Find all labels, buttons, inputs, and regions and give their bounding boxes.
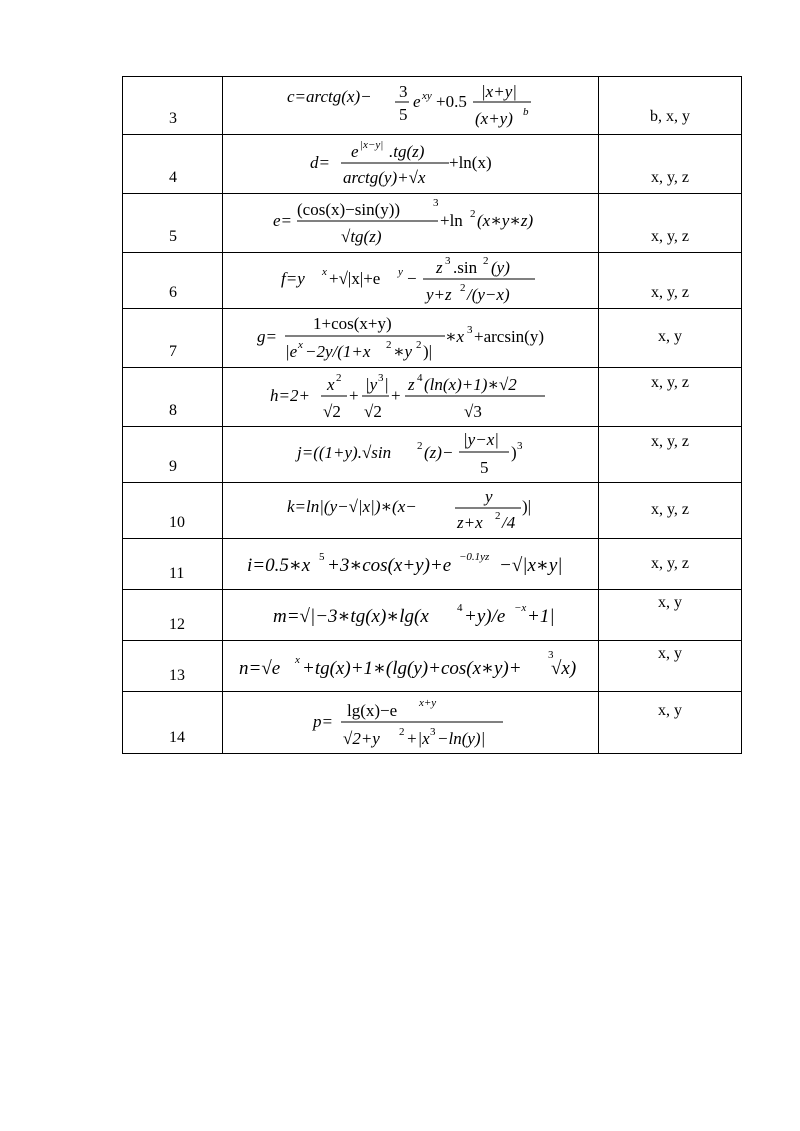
variables-list: x, y, z [650, 501, 690, 518]
row-number-cell [123, 539, 223, 590]
formula-text: +tg(x)+1∗(lg(y)+cos(x∗y)+ [302, 658, 522, 679]
formula-3 [223, 77, 598, 135]
formula-superscript: 3 [548, 649, 554, 661]
formula-text: n=√e [239, 658, 281, 679]
fraction-denominator: −ln(y)| [437, 729, 486, 748]
formula-superscript: 4 [457, 602, 463, 614]
fraction-numerator: (y) [491, 258, 510, 277]
fraction-denominator: √2+y [343, 729, 380, 748]
formula-text: ∗x [445, 327, 465, 346]
formula-text: g= [257, 327, 277, 346]
formula-cell [223, 253, 599, 309]
fraction-numerator: |x+y| [481, 82, 517, 101]
formula-text: (z)− [424, 443, 454, 462]
variables-cell [599, 253, 742, 309]
formula-text: d= [310, 153, 330, 172]
formula-text: p= [313, 712, 333, 731]
formula-superscript: 2 [336, 372, 342, 384]
formula-cell [223, 194, 599, 253]
variables-list: x, y, z [650, 433, 690, 450]
row-number-cell [123, 641, 223, 692]
formula-superscript: 2 [495, 510, 501, 522]
fraction-denominator: (x+y) [475, 109, 513, 128]
formula-cell [223, 135, 599, 194]
fraction-denominator: /(y−x) [467, 285, 510, 304]
variables-cell [599, 641, 742, 692]
formula-13 [223, 641, 598, 692]
formula-text: +0.5 [436, 92, 467, 111]
fraction-numerator: | [385, 375, 389, 394]
fraction-numerator: lg(x)−e [347, 701, 398, 720]
formula-superscript: 3 [430, 726, 436, 738]
fraction-denominator: √3 [464, 402, 482, 421]
variables-list: x, y, z [650, 169, 690, 186]
formula-7 [223, 309, 598, 368]
formula-text: √x) [551, 658, 577, 679]
table-row [123, 77, 742, 135]
variables-cell [599, 590, 742, 641]
formula-8 [223, 368, 598, 427]
table-row [123, 368, 742, 427]
table-row [123, 483, 742, 539]
variables-list: x, y [658, 645, 682, 662]
formula-12 [223, 590, 598, 641]
fraction-denominator: √tg(z) [341, 227, 382, 246]
row-number-cell [123, 309, 223, 368]
formula-text: c=arctg(x)− [287, 87, 372, 106]
fraction-denominator: y+z [426, 285, 452, 304]
formula-superscript: 2 [416, 339, 422, 351]
formula-superscript: 3 [467, 324, 473, 336]
row-number-cell [123, 368, 223, 427]
fraction-denominator: 5 [399, 105, 408, 124]
formula-9 [223, 427, 598, 483]
formula-superscript: 2 [399, 726, 405, 738]
variables-list: x, y, z [650, 555, 690, 572]
row-number-cell [123, 135, 223, 194]
fraction-numerator: 1+cos(x+y) [313, 314, 392, 333]
formula-superscript: 2 [417, 440, 423, 452]
formula-text: (x∗y∗z) [477, 211, 534, 230]
formula-superscript: x [322, 266, 327, 278]
variables-list: x, y, z [650, 284, 690, 301]
formula-text: j=((1+y).√sin [297, 443, 392, 462]
row-number: 12 [169, 616, 185, 633]
formula-cell [223, 641, 599, 692]
fraction-denominator: z+x [457, 513, 483, 532]
formula-superscript: y [398, 266, 403, 278]
row-number: 14 [169, 729, 185, 746]
fraction-denominator: √2 [323, 402, 341, 421]
fraction-numerator: z [436, 258, 443, 277]
formula-text: + [391, 386, 401, 405]
formula-cell [223, 77, 599, 135]
variables-list: x, y, z [650, 374, 690, 391]
formula-text: +ln(x) [449, 153, 492, 172]
variables-list: x, y [658, 702, 682, 719]
formula-text: e= [273, 211, 293, 230]
formula-text: +3∗cos(x+y)+e [327, 555, 452, 576]
variables-cell [599, 368, 742, 427]
formula-superscript: x [298, 339, 303, 351]
formula-superscript: 3 [517, 440, 523, 452]
row-number: 3 [169, 110, 177, 127]
formula-text: −√|x∗y| [499, 555, 563, 576]
variables-cell [599, 427, 742, 483]
formula-superscript: xy [422, 90, 432, 102]
table-row [123, 427, 742, 483]
variables-list: x, y, z [650, 228, 690, 245]
formula-superscript: 2 [460, 282, 466, 294]
fraction-numerator: .tg(z) [389, 142, 425, 161]
fraction-numerator: (ln(x)+1)∗√2 [424, 375, 517, 394]
formula-superscript: x [295, 654, 300, 666]
fraction-numerator: z [408, 375, 415, 394]
variables-cell [599, 77, 742, 135]
row-number-cell [123, 427, 223, 483]
formula-superscript: 4 [417, 372, 423, 384]
formula-cell [223, 692, 599, 754]
row-number: 10 [169, 514, 185, 531]
formula-5 [223, 194, 598, 253]
table-row [123, 641, 742, 692]
formula-superscript: 2 [470, 208, 476, 220]
table-row [123, 590, 742, 641]
formula-text: + [349, 386, 359, 405]
row-number: 13 [169, 667, 185, 684]
variables-cell [599, 309, 742, 368]
formula-text: +y)/e [464, 606, 506, 627]
formula-superscript: 3 [378, 372, 384, 384]
variables-cell [599, 692, 742, 754]
fraction-numerator: |y [365, 375, 378, 394]
variables-cell [599, 539, 742, 590]
row-number-cell [123, 253, 223, 309]
formula-10 [223, 483, 598, 539]
fraction-numerator: e [351, 142, 359, 161]
row-number: 7 [169, 343, 177, 360]
formula-text: +1| [527, 606, 555, 627]
row-number: 6 [169, 284, 177, 301]
formula-4 [223, 135, 598, 194]
fraction-denominator: /4 [502, 513, 516, 532]
table-row [123, 194, 742, 253]
formula-text: m=√|−3∗tg(x)∗lg(x [273, 606, 429, 627]
formula-11 [223, 539, 598, 590]
table-row [123, 692, 742, 754]
variables-cell [599, 135, 742, 194]
formula-text: +√|x|+e [329, 269, 381, 288]
formula-text: e [413, 92, 421, 111]
row-number: 8 [169, 402, 177, 419]
formula-superscript: 3 [445, 255, 451, 267]
table-row [123, 253, 742, 309]
fraction-numerator: .sin [453, 258, 478, 277]
formula-cell [223, 483, 599, 539]
fraction-denominator: +|x [406, 729, 430, 748]
formula-text: k=ln|(y−√|x|)∗(x− [287, 497, 417, 516]
fraction-denominator: 5 [480, 458, 489, 477]
formula-text: ) [511, 443, 517, 462]
formula-cell [223, 427, 599, 483]
fraction-denominator: −2y/(1+x [305, 342, 371, 361]
row-number-cell [123, 77, 223, 135]
formula-superscript: b [523, 106, 529, 118]
variables-list: x, y [658, 328, 682, 345]
formula-superscript: −0.1yz [459, 551, 490, 563]
formula-text: +ln [440, 211, 463, 230]
formula-text: i=0.5∗x [247, 555, 311, 576]
formula-cell [223, 590, 599, 641]
fraction-numerator: y [485, 487, 493, 506]
formula-cell [223, 368, 599, 427]
table-row [123, 309, 742, 368]
row-number: 5 [169, 228, 177, 245]
fraction-denominator: )| [423, 342, 433, 361]
fraction-numerator: 3 [399, 82, 408, 101]
variables-cell [599, 483, 742, 539]
fraction-numerator: x [327, 375, 335, 394]
formula-superscript: 2 [386, 339, 392, 351]
row-number-cell [123, 692, 223, 754]
formula-cell [223, 309, 599, 368]
formula-superscript: 2 [483, 255, 489, 267]
row-number-cell [123, 194, 223, 253]
fraction-denominator: arctg(y)+√x [343, 168, 426, 187]
row-number: 4 [169, 169, 177, 186]
formula-superscript: 3 [433, 197, 439, 209]
table-row [123, 539, 742, 590]
row-number-cell [123, 483, 223, 539]
fraction-denominator: ∗y [393, 342, 413, 361]
row-number: 11 [169, 565, 185, 582]
formula-superscript: x+y [419, 697, 437, 709]
formula-superscript: |x−y| [360, 139, 384, 151]
variables-list: b, x, y [650, 108, 690, 125]
formula-text: )| [522, 497, 532, 516]
table-row [123, 135, 742, 194]
row-number-cell [123, 590, 223, 641]
formula-superscript: −x [514, 602, 527, 614]
formula-superscript: 5 [319, 551, 325, 563]
variables-list: x, y [658, 594, 682, 611]
formula-text: − [407, 269, 417, 288]
formula-text: f=y [281, 269, 305, 288]
formula-cell [223, 539, 599, 590]
formula-6 [223, 253, 598, 309]
formula-14 [223, 692, 598, 754]
row-number: 9 [169, 458, 177, 475]
formula-text: +arcsin(y) [474, 327, 545, 346]
fraction-denominator: √2 [364, 402, 382, 421]
fraction-numerator: |y−x| [463, 430, 499, 449]
variables-cell [599, 194, 742, 253]
task-table [122, 76, 742, 754]
fraction-denominator: |e [285, 342, 298, 361]
formula-text: h=2+ [270, 386, 310, 405]
fraction-numerator: (cos(x)−sin(y)) [297, 200, 401, 219]
